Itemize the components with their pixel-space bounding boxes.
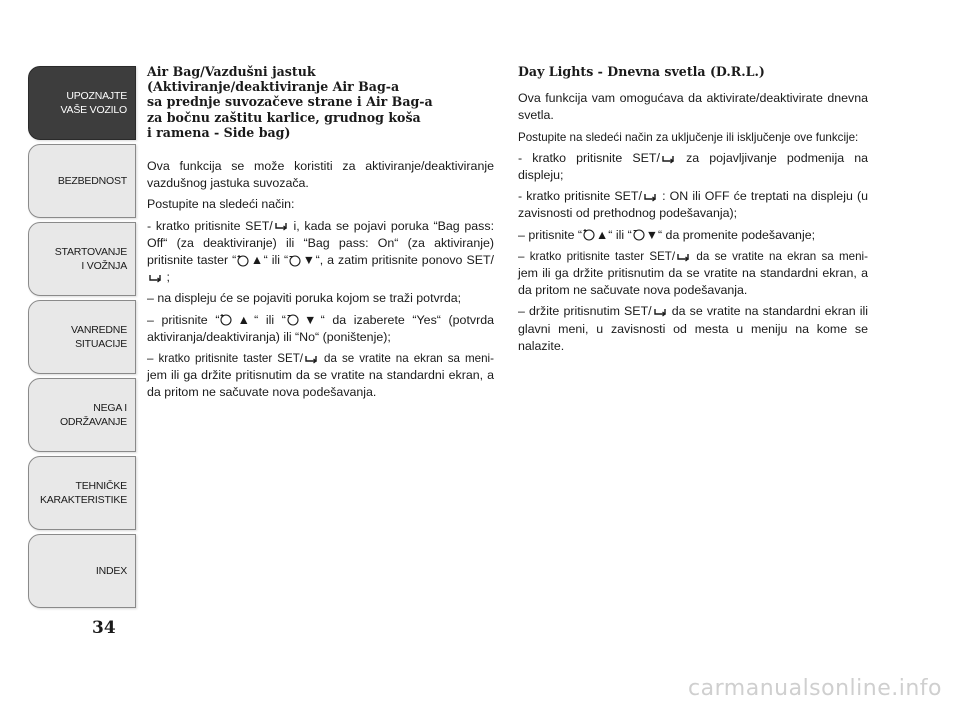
tab-label: TEHNIČKE KARAKTERISTIKE: [39, 480, 127, 506]
tab-label: STARTOVANJE I VOŽNJA: [54, 246, 127, 272]
paragraph: [147, 350, 494, 402]
tab-label: NEGA I ODRŽAVANJE: [59, 402, 127, 428]
tab-bezbednost[interactable]: [28, 144, 136, 218]
minus-adjust-icon: [633, 228, 645, 242]
paragraph: Ova funkcija vam omogućava da aktivirate/deaktivirate dnevna svetla.: [518, 91, 868, 123]
text-span: da se vratite na standardni ekran ili glavni meni, u zavisnosti od mesta u meniju na kome se nalazite.: [518, 304, 868, 353]
text-span: - kratko pritisnite SET/: [518, 150, 660, 165]
paragraph: [518, 188, 868, 222]
text-span: – držite pritisnutim SET/: [518, 304, 652, 319]
text-span: ▲“ ili “: [596, 227, 632, 242]
set-enter-icon: [653, 307, 667, 317]
set-enter-icon: [676, 252, 690, 262]
paragraph: [147, 218, 494, 287]
tab-upoznajte-vase-vozilo[interactable]: [28, 66, 136, 140]
section-heading-airbag: Air Bag/Vazdušni jastuk (Aktiviranje/deaktiviranje Air Bag-a sa prednje suvozačeve strane i Air Bag-a za bočnu zaštitu karlice, grudnog koša i ramena - Side bag): [147, 64, 433, 140]
plus-adjust-icon: [220, 313, 232, 327]
tab-vanredne-situacije[interactable]: [28, 300, 136, 374]
text-span: i, kada se pojavi poruka “Bag pass: Off“ (za deaktiviranje) ili “Bag pass: On“ (za aktiviranje) pritisnite taster “: [147, 218, 495, 268]
minus-adjust-icon: [289, 254, 301, 268]
tab-label: BEZBEDNOST: [57, 175, 127, 187]
tab-label: INDEX: [95, 565, 127, 577]
paragraph: [518, 303, 868, 355]
text-span: ▼“, a zatim pritisnite ponovo SET/: [302, 253, 494, 268]
text-span: - kratko pritisnite SET/: [147, 218, 273, 233]
tab-startovanje-i-voznja[interactable]: [28, 222, 136, 296]
text-span: : ON ili OFF će treptati na displeju (u zavisnosti od prethodnog podešavanja);: [518, 189, 868, 221]
text-span: – pritisnite “: [147, 312, 220, 327]
set-enter-icon: [304, 354, 318, 364]
tab-tehnicke-karakteristike[interactable]: [28, 456, 136, 530]
set-enter-icon: [661, 154, 675, 164]
text-span: da se vratite na ekran sa meni-: [691, 249, 868, 263]
text-span: – pritisnite “: [518, 227, 583, 242]
set-enter-icon: [274, 221, 288, 231]
watermark: carmanualsonline.info: [688, 676, 942, 701]
text-span: jem ili ga držite pritisnutim da se vratite na standardni ekran, a da pritom ne sačuvate nova podešavanja.: [518, 266, 868, 298]
text-span: ▼“ da izaberete “Yes“ (potvrda aktiviranja/deaktiviranja) ili “No“ (poništenje);: [147, 312, 494, 344]
paragraph: [147, 312, 494, 346]
minus-adjust-icon: [287, 313, 299, 327]
paragraph: Ova funkcija se može koristiti za aktiviranje/deaktiviranje vazdušnog jastuka suvozača.: [147, 159, 494, 191]
text-span: - kratko pritisnite SET/: [518, 189, 642, 204]
paragraph: [518, 227, 868, 244]
text-span: jem ili ga držite pritisnutim da se vratite na standardni ekran, a da pritom ne sačuvate nova podešavanja.: [147, 368, 494, 400]
paragraph: [518, 248, 868, 300]
text-span: da se vratite na ekran sa meni-: [319, 352, 494, 366]
text-span: – kratko pritisnite taster SET/: [518, 249, 676, 263]
paragraph: Postupite na sledeći način:: [147, 197, 295, 212]
text-span: ▲“ ili “: [250, 253, 289, 268]
text-span: – kratko pritisnite taster SET/: [147, 352, 304, 366]
left-column: [147, 64, 494, 406]
tab-label: UPOZNAJTE VAŠE VOZILO: [60, 90, 127, 116]
plus-adjust-icon: [583, 228, 595, 242]
text-span: ▲“ ili “: [233, 312, 286, 327]
right-column: [518, 64, 868, 359]
text-span: ;: [163, 270, 170, 285]
paragraph: Postupite na sledeći način za uključenje ili isključenje ove funkcije:: [518, 130, 859, 144]
set-enter-icon: [148, 273, 162, 283]
text-span: za pojavljivanje podmenija na displeju;: [518, 150, 868, 183]
section-heading-day-lights: Day Lights - Dnevna svetla (D.R.L.): [518, 64, 765, 79]
page-number: 34: [92, 618, 116, 638]
chapter-tabs: [28, 66, 136, 612]
tab-label: VANREDNE SITUACIJE: [71, 324, 127, 350]
paragraph: [518, 150, 868, 184]
tab-index[interactable]: [28, 534, 136, 608]
text-span: ▼“ da promenite podešavanje;: [645, 227, 816, 242]
plus-adjust-icon: [237, 254, 249, 268]
tab-nega-i-odrzavanje[interactable]: [28, 378, 136, 452]
set-enter-icon: [643, 192, 657, 202]
paragraph: – na displeju će se pojaviti poruka kojom se traži potvrda;: [147, 291, 462, 306]
